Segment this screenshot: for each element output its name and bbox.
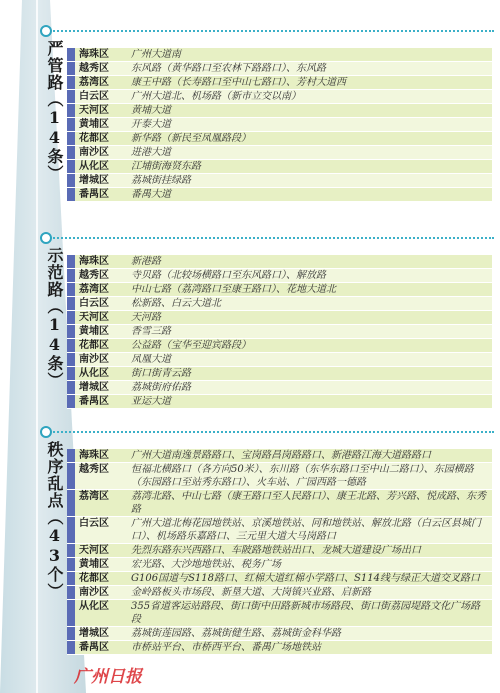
district-row (67, 490, 492, 517)
district-row (67, 325, 492, 339)
road-names: 广州大道南 (131, 49, 181, 60)
row-accent-bar (67, 395, 75, 408)
row-accent-bar (67, 381, 75, 394)
district-name: 从化区 (79, 368, 109, 379)
row-accent-bar (67, 463, 75, 489)
section-title: 严管路（14条） (45, 40, 64, 182)
section-chaos-points (0, 431, 500, 691)
district-row (67, 311, 492, 325)
road-names: 亚运大道 (131, 396, 171, 407)
district-row (67, 627, 492, 641)
district-row (67, 586, 492, 600)
road-names: 新港路 (131, 256, 161, 267)
road-names: 宏光路、大沙地地铁站、税务广场 (131, 559, 281, 570)
row-accent-bar (67, 283, 75, 296)
district-list (67, 48, 492, 202)
row-accent-bar (67, 449, 75, 462)
row-accent-bar (67, 339, 75, 352)
road-names: 天河路 (131, 312, 161, 323)
road-names: 恒福北横路口（各方向50米）、东川路（东华东路口至中山二路口）、东园横路（东园路口至站秀东路口）、火车站、广园西路一德路 (131, 464, 474, 488)
section-marker-icon (40, 426, 52, 438)
district-name: 黄埔区 (79, 559, 109, 570)
row-accent-bar (67, 132, 75, 145)
row-accent-bar (67, 269, 75, 282)
district-row (67, 381, 492, 395)
row-accent-bar (67, 325, 75, 338)
road-names: 江埔街海贤东路 (131, 161, 201, 172)
district-name: 越秀区 (79, 270, 109, 281)
section-marker-icon (40, 25, 52, 37)
district-row (67, 255, 492, 269)
row-accent-bar (67, 627, 75, 640)
row-accent-bar (67, 367, 75, 380)
row-accent-bar (67, 118, 75, 131)
row-accent-bar (67, 490, 75, 516)
section-strict-roads (0, 30, 500, 210)
section-marker-icon (40, 232, 52, 244)
district-row (67, 48, 492, 62)
district-row (67, 395, 492, 409)
road-names: 中山七路（荔湾路口至康王路口）、花地大道北 (131, 284, 336, 295)
road-names: 荔湾北路、中山七路（康王路口至人民路口）、康王北路、芳兴路、悦成路、东秀路 (131, 491, 486, 515)
road-names: 开泰大道 (131, 119, 171, 130)
district-list (67, 449, 492, 655)
row-accent-bar (67, 62, 75, 75)
district-name: 黄埔区 (79, 326, 109, 337)
road-names: 新华路（新民至凤凰路段） (131, 133, 251, 144)
row-accent-bar (67, 600, 75, 626)
road-names: 先烈东路东兴西路口、车陂路地铁站出口、龙城大道建设广场出口 (131, 545, 421, 556)
district-name: 番禺区 (79, 189, 109, 200)
row-accent-bar (67, 544, 75, 557)
district-name: 花都区 (79, 573, 109, 584)
district-row (67, 90, 492, 104)
district-name: 番禺区 (79, 642, 109, 653)
district-name: 花都区 (79, 133, 109, 144)
row-accent-bar (67, 297, 75, 310)
district-row (67, 449, 492, 463)
road-names: 凤凰大道 (131, 354, 171, 365)
district-name: 增城区 (79, 175, 109, 186)
district-name: 荔湾区 (79, 77, 109, 88)
district-name: 白云区 (79, 298, 109, 309)
district-row (67, 367, 492, 381)
district-row (67, 339, 492, 353)
district-name: 白云区 (79, 518, 109, 529)
dotted-divider (46, 431, 494, 433)
district-name: 天河区 (79, 105, 109, 116)
road-names: 荔城街莲园路、荔城街健生路、荔城街金科华路 (131, 628, 341, 639)
district-name: 越秀区 (79, 63, 109, 74)
district-name: 花都区 (79, 340, 109, 351)
district-name: 从化区 (79, 601, 109, 612)
row-accent-bar (67, 255, 75, 268)
district-name: 白云区 (79, 91, 109, 102)
row-accent-bar (67, 90, 75, 103)
road-names: 355省道客运站路段、街口街中田路新城市场路段、街口街荔园堤路文化广场路段 (131, 601, 481, 625)
district-name: 增城区 (79, 382, 109, 393)
row-accent-bar (67, 174, 75, 187)
dotted-divider (46, 30, 494, 32)
row-accent-bar (67, 76, 75, 89)
row-accent-bar (67, 48, 75, 61)
district-row (67, 283, 492, 297)
district-row (67, 463, 492, 490)
district-name: 黄埔区 (79, 119, 109, 130)
row-accent-bar (67, 188, 75, 201)
road-names: 进港大道 (131, 147, 171, 158)
road-names: 香雪三路 (131, 326, 171, 337)
district-row (67, 62, 492, 76)
road-names: 广州大道北、机场路（新市立交以南） (131, 91, 301, 102)
district-row (67, 600, 492, 627)
district-name: 越秀区 (79, 464, 109, 475)
row-accent-bar (67, 311, 75, 324)
row-accent-bar (67, 558, 75, 571)
district-row (67, 132, 492, 146)
district-name: 增城区 (79, 628, 109, 639)
district-name: 从化区 (79, 161, 109, 172)
row-accent-bar (67, 160, 75, 173)
district-name: 南沙区 (79, 147, 109, 158)
road-names: 公益路（宝华至迎宾路段） (131, 340, 251, 351)
district-name: 海珠区 (79, 450, 109, 461)
district-row (67, 146, 492, 160)
road-names: 荔城街府佑路 (131, 382, 191, 393)
road-names: 广州大道北梅花园地铁站、京溪地铁站、同和地铁站、解放北路（白云区县城门口）、机场路乐嘉路口、三元里大道大马岗路口 (131, 518, 481, 542)
district-row (67, 118, 492, 132)
road-names: 金岭路板头市场段、新垦大道、大岗镇兴业路、启新路 (131, 587, 371, 598)
row-accent-bar (67, 586, 75, 599)
road-names: 康王中路（长寿路口至中山七路口）、芳村大道西 (131, 77, 346, 88)
road-names: 寺贝路（北较场横路口至东风路口）、解放路 (131, 270, 326, 281)
dotted-divider (46, 237, 494, 239)
district-row (67, 160, 492, 174)
row-accent-bar (67, 104, 75, 117)
road-names: 松新路、白云大道北 (131, 298, 221, 309)
road-names: 东风路（黄华路口至农林下路路口）、东风路 (131, 63, 326, 74)
row-accent-bar (67, 146, 75, 159)
district-row (67, 297, 492, 311)
district-name: 南沙区 (79, 354, 109, 365)
row-accent-bar (67, 353, 75, 366)
district-row (67, 558, 492, 572)
row-accent-bar (67, 572, 75, 585)
row-accent-bar (67, 641, 75, 654)
district-row (67, 517, 492, 544)
newspaper-watermark: 广州日报 (74, 667, 142, 687)
section-title: 秩序乱点（43个） (45, 441, 64, 600)
district-row (67, 641, 492, 655)
road-names: G106国道与S118路口、红棉大道红棉小学路口、S114线与绿正大道交叉路口 (131, 573, 480, 584)
road-names: 荔城街挂绿路 (131, 175, 191, 186)
district-row (67, 353, 492, 367)
row-accent-bar (67, 517, 75, 543)
district-row (67, 544, 492, 558)
road-names: 番禺大道 (131, 189, 171, 200)
district-name: 番禺区 (79, 396, 109, 407)
district-name: 荔湾区 (79, 491, 109, 502)
district-row (67, 188, 492, 202)
district-name: 荔湾区 (79, 284, 109, 295)
district-name: 海珠区 (79, 49, 109, 60)
district-row (67, 76, 492, 90)
district-row (67, 572, 492, 586)
district-name: 南沙区 (79, 587, 109, 598)
district-name: 天河区 (79, 312, 109, 323)
section-demo-roads (0, 237, 500, 412)
district-row (67, 174, 492, 188)
road-names: 市桥站平台、市桥西平台、番禺广场地铁站 (131, 642, 321, 653)
district-name: 海珠区 (79, 256, 109, 267)
section-title: 示范路（14条） (45, 247, 64, 389)
district-row (67, 269, 492, 283)
road-names: 广州大道南逸景路路口、宝岗路昌岗路路口、新港路江海大道路路口 (131, 450, 431, 461)
district-list (67, 255, 492, 409)
road-names: 街口街青云路 (131, 368, 191, 379)
road-names: 黄埔大道 (131, 105, 171, 116)
district-row (67, 104, 492, 118)
district-name: 天河区 (79, 545, 109, 556)
